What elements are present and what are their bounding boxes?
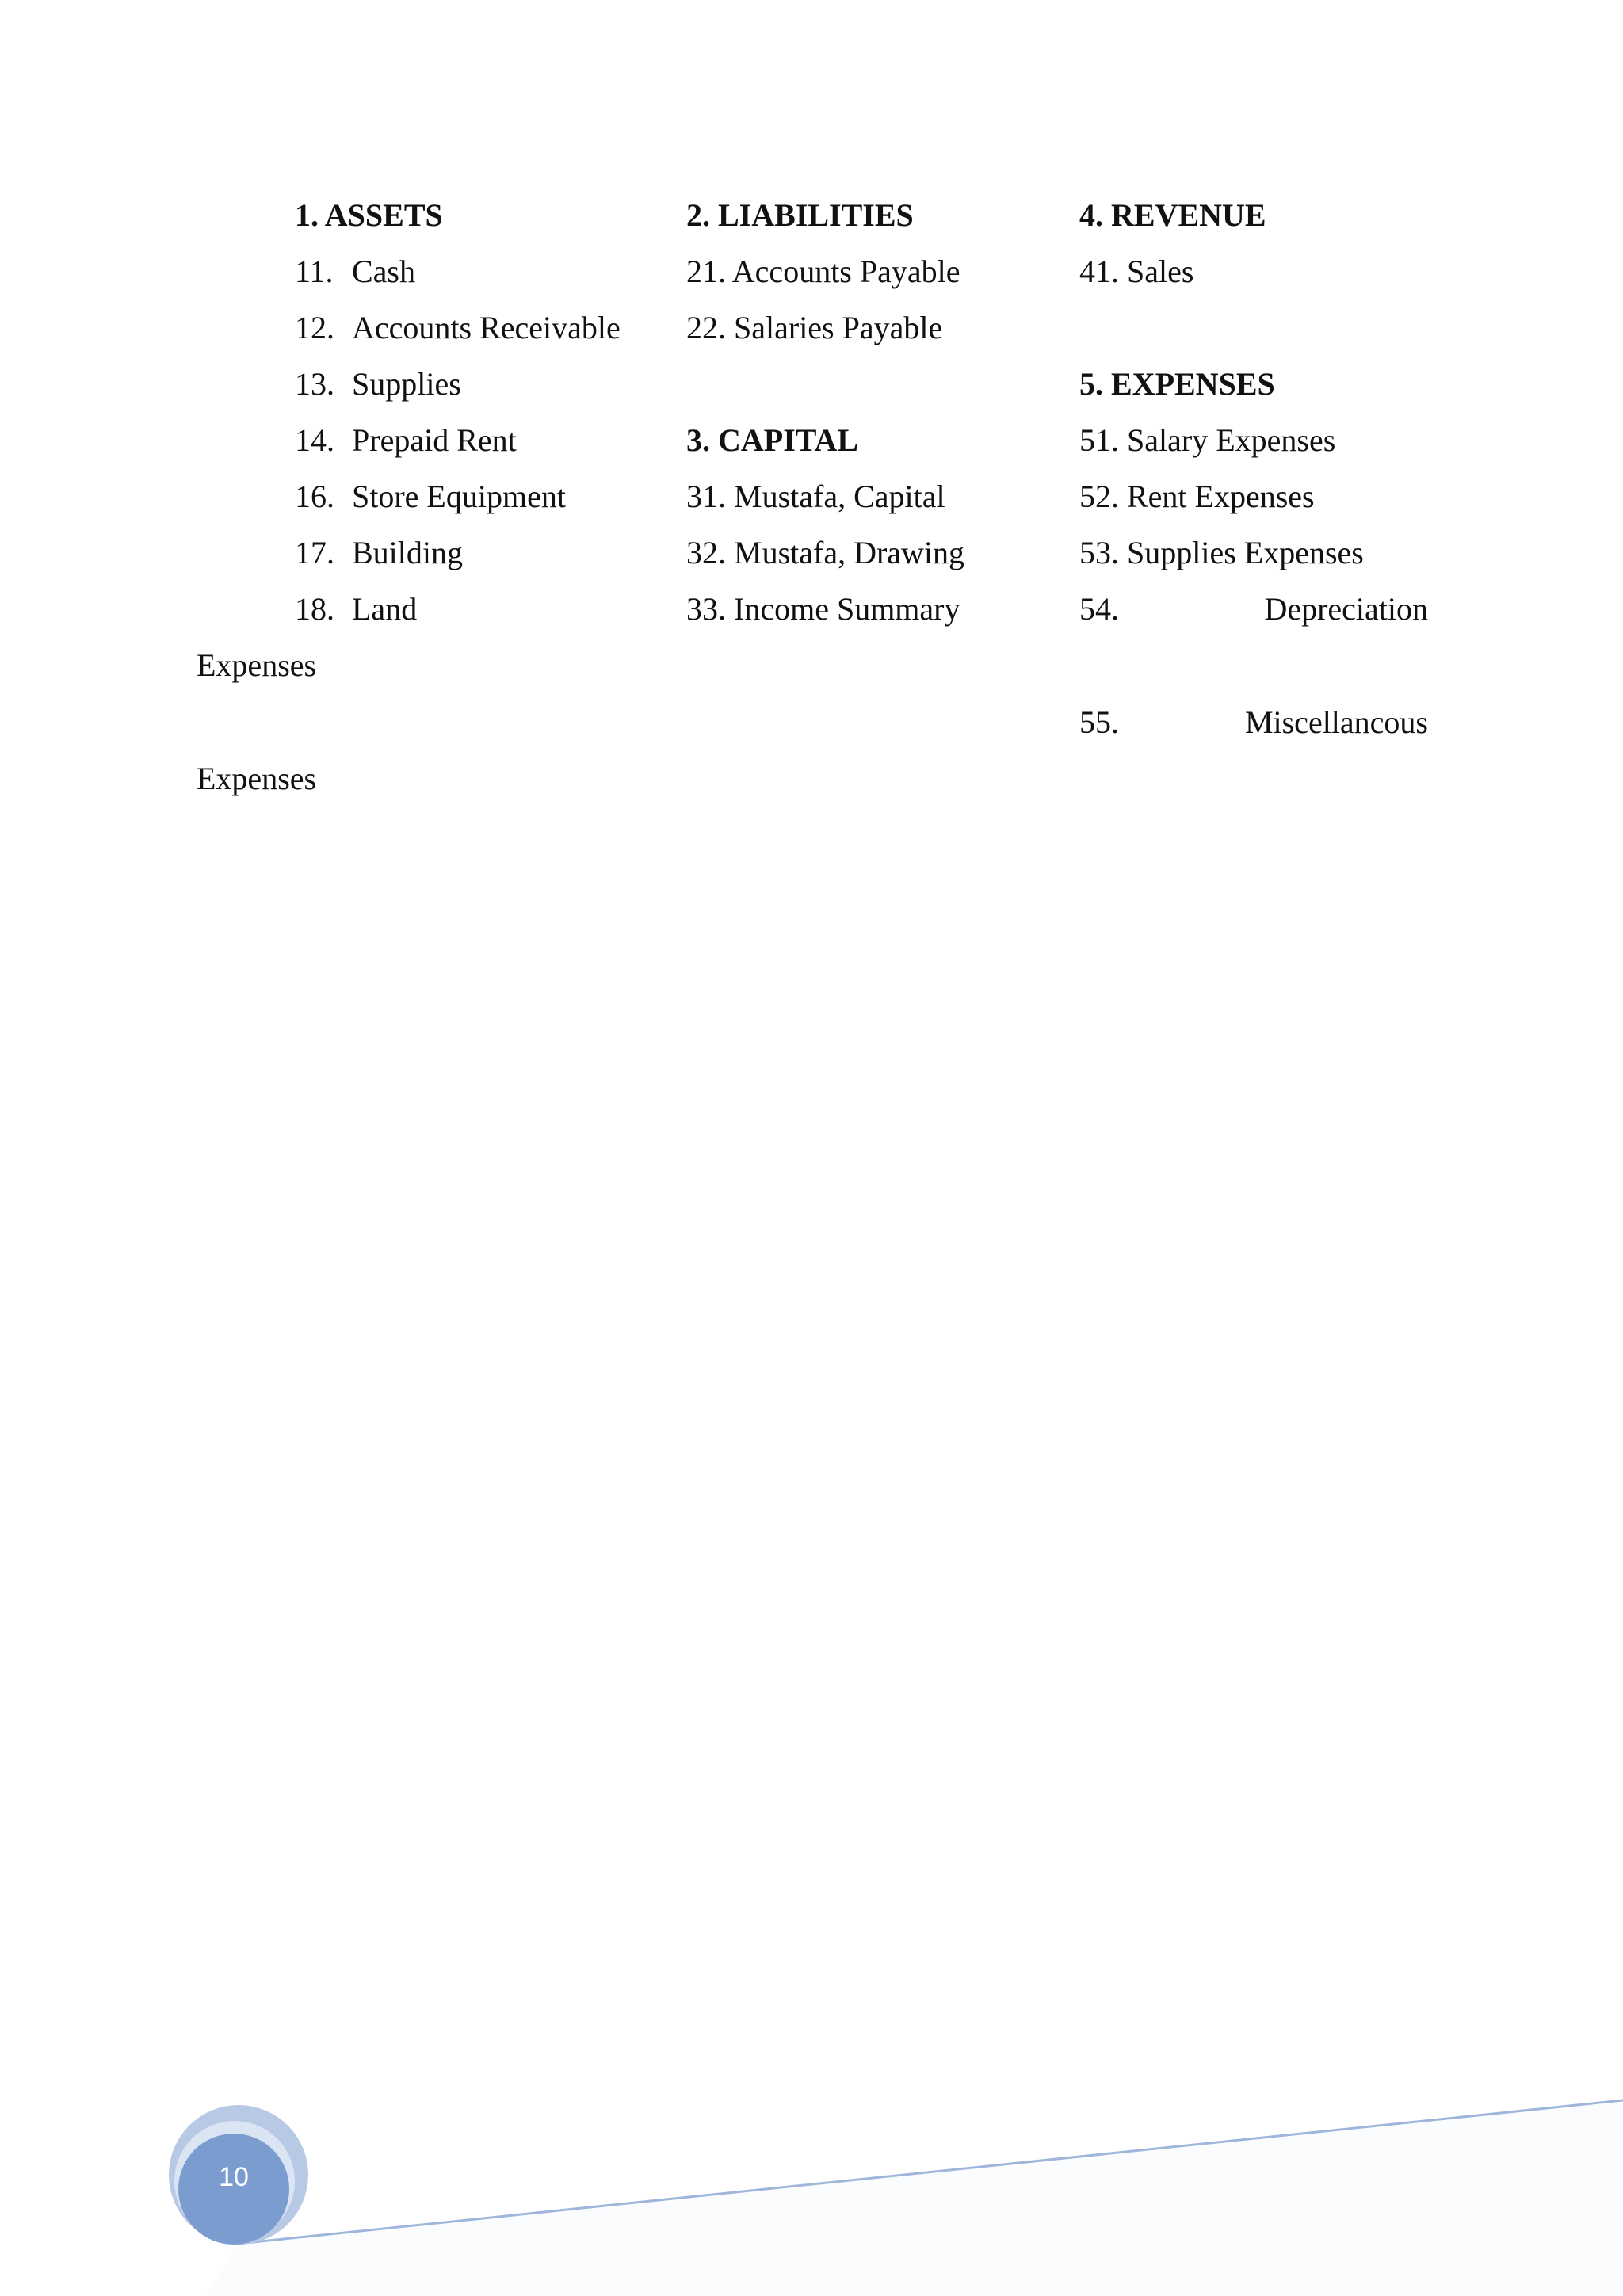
account-label: Land bbox=[352, 591, 418, 627]
expenses-item-rent: 52. Rent Expenses bbox=[1079, 479, 1315, 514]
assets-item-cash bbox=[295, 253, 415, 291]
expenses-heading: 5. EXPENSES bbox=[1079, 366, 1275, 402]
expenses-item-depreciation bbox=[1079, 590, 1428, 628]
account-number: 55. bbox=[1079, 704, 1119, 740]
account-number: 12. bbox=[295, 310, 334, 345]
expenses-item-depreciation-continuation: Expenses bbox=[197, 647, 317, 683]
account-label: Supplies bbox=[352, 366, 461, 402]
account-number: 54. bbox=[1079, 591, 1119, 627]
expenses-item-supplies: 53. Supplies Expenses bbox=[1079, 535, 1364, 570]
account-number: 14. bbox=[295, 422, 334, 458]
capital-item-drawing: 32. Mustafa, Drawing bbox=[686, 535, 965, 570]
account-label: Accounts Receivable bbox=[352, 310, 621, 345]
assets-item-land bbox=[295, 590, 417, 628]
capital-heading: 3. CAPITAL bbox=[686, 422, 859, 458]
liabilities-item-accounts-payable: 21. Accounts Payable bbox=[686, 254, 960, 289]
expenses-item-miscellaneous bbox=[1079, 704, 1428, 742]
capital-item-capital: 31. Mustafa, Capital bbox=[686, 479, 945, 514]
liabilities-heading: 2. LIABILITIES bbox=[686, 197, 914, 233]
assets-item-supplies bbox=[295, 365, 461, 403]
liabilities-item-salaries-payable: 22. Salaries Payable bbox=[686, 310, 943, 345]
assets-item-building bbox=[295, 534, 463, 572]
assets-heading: 1. ASSETS bbox=[295, 197, 443, 233]
account-label: Cash bbox=[352, 254, 415, 289]
assets-item-prepaid-rent bbox=[295, 421, 517, 460]
account-number: 18. bbox=[295, 591, 334, 627]
assets-item-accounts-receivable bbox=[295, 309, 621, 347]
account-number: 13. bbox=[295, 366, 334, 402]
footer-shade bbox=[206, 2100, 1623, 2296]
account-label: Store Equipment bbox=[352, 479, 566, 514]
account-label: Miscellancous bbox=[1244, 704, 1428, 740]
expenses-item-miscellaneous-continuation: Expenses bbox=[197, 761, 317, 796]
account-label: Prepaid Rent bbox=[352, 422, 517, 458]
account-number: 16. bbox=[295, 479, 334, 514]
revenue-item-sales: 41. Sales bbox=[1079, 254, 1194, 289]
account-label: Depreciation bbox=[1264, 591, 1428, 627]
account-label: Building bbox=[352, 535, 464, 570]
page-number: 10 bbox=[219, 2162, 249, 2192]
revenue-heading: 4. REVENUE bbox=[1079, 197, 1266, 233]
account-number: 11. bbox=[295, 254, 334, 289]
account-number: 17. bbox=[295, 535, 334, 570]
expenses-item-salary: 51. Salary Expenses bbox=[1079, 422, 1336, 458]
assets-item-store-equipment bbox=[295, 478, 566, 516]
capital-item-income-summary: 33. Income Summary bbox=[686, 591, 960, 627]
